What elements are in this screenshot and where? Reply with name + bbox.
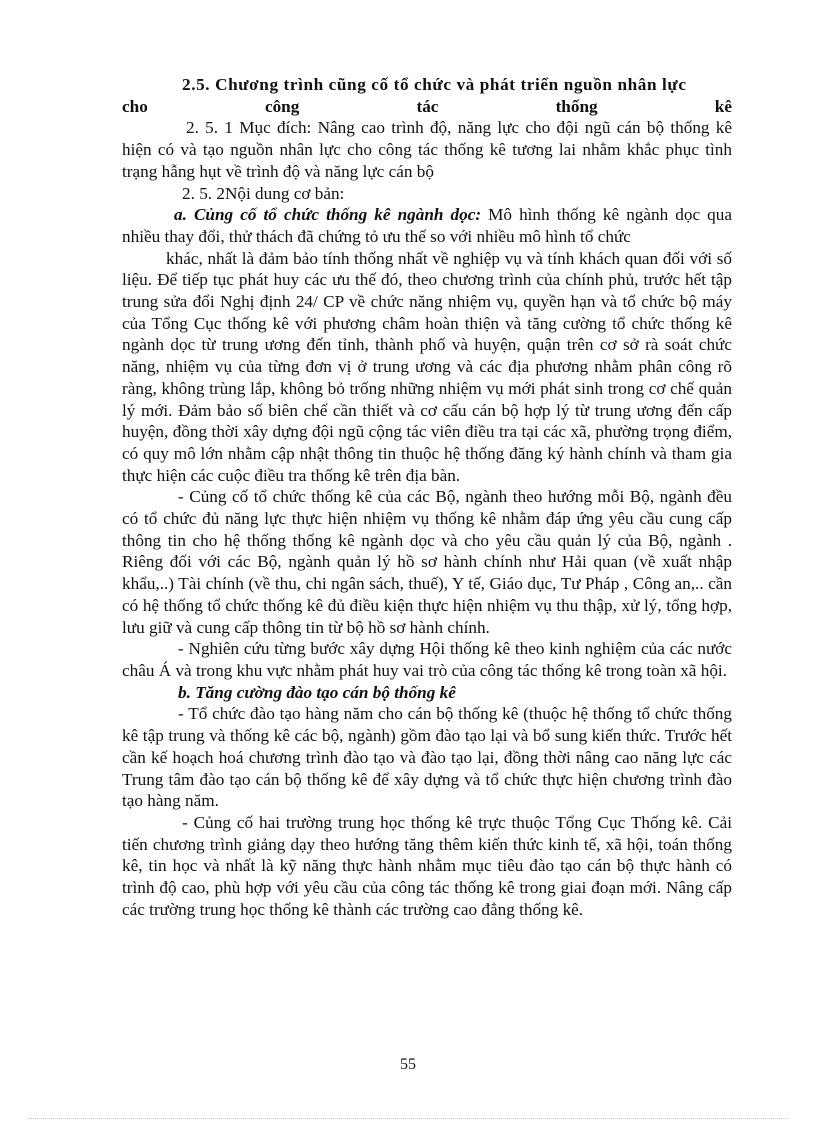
paragraph-annual-training: - Tổ chức đào tạo hàng năm cho cán bộ thống kê (thuộc hệ thống tổ chức thống kê tập trung và thống kê các bộ, ngành) gồm đào tạo lại và bổ sung kiến thức. Trước hết cần kế hoạch hoá chương trình đào tạo và đào tạo lại, đồng thời nâng cao năng lực các Trung tâm đào tạo cán bộ thống kê để xây dựng và tổ chức thực hiện chương trình đào tạo hàng năm.	[122, 704, 732, 811]
paragraph-content-heading: 2. 5. 2Nội dung cơ bản:	[182, 183, 345, 203]
section-heading	[122, 74, 732, 117]
page-divider	[28, 1118, 788, 1119]
page-number: 55	[400, 1056, 416, 1073]
paragraph-section-a	[122, 204, 732, 247]
heading-word: thống	[555, 96, 598, 116]
heading-word: cho	[122, 96, 148, 116]
paragraph-schools: - Củng cố hai trường trung học thống kê trực thuộc Tổng Cục Thống kê. Cải tiến chương trình giảng dạy theo hướng tăng thêm kiến thức kinh tế, xã hội, toán thống kê, tin học và nhất là kỹ năng thực hành nhằm mục tiêu đào tạo cán bộ thực hành có trình độ cao, phù hợp với yêu cầu của công tác thống kê trong giai đoạn mới. Nâng cấp các trường trung học thống kê thành các trường cao đẳng thống kê.	[122, 812, 732, 919]
paragraph-ministries: - Củng cố tổ chức thống kê của các Bộ, ngành theo hướng mỗi Bộ, ngành đều có tổ chức đủ năng lực thực hiện nhiệm vụ thống kê nhằm đáp ứng yêu cầu cung cấp thông tin cho hệ thống thống kê ngành dọc và cho yêu cầu quản lý của Bộ, ngành . Riêng đối với các Bộ, ngành quản lý hồ sơ hành chính như Hải quan (về xuất nhập khẩu,..) Tài chính (về thu, chi ngân sách, thuế), Y tế, Giáo dục, Tư Pháp , Công an,.. cần có hệ thống tổ chức thống kê đủ điều kiện thực hiện nhiệm vụ thu thập, xử lý, tổng hợp, lưu giữ và cung cấp thông tin từ bộ hồ sơ hành chính.	[122, 487, 732, 637]
paragraph-section-a-line1: Mô hình thống kê ngành dọc qua nhiều thay đổi, thử thách đã chứng tỏ ưu thế so với nhiều mô hình tổ chức	[122, 205, 732, 246]
subsection-a-title: a. Củng cố tổ chức thống kê ngành dọc:	[174, 205, 482, 225]
heading-word: kê	[714, 96, 732, 116]
subsection-b-title: b. Tăng cường đào tạo cán bộ thống kê	[178, 682, 456, 702]
document-page	[122, 74, 732, 920]
paragraph-statistics-association: - Nghiên cứu từng bước xây dựng Hội thống kê theo kinh nghiệm của các nước châu Á và trong khu vực nhằm phát huy vai trò của công tác thống kê trong toàn xã hội.	[122, 639, 732, 680]
paragraph-purpose: 2. 5. 1 Mục đích: Nâng cao trình độ, năng lực cho đội ngũ cán bộ thống kê hiện có và tạo nguồn nhân lực cho công tác thống kê tương lai nhằm khắc phục tình trạng hẫng hụt về trình độ và năng lực cán bộ	[122, 118, 732, 181]
paragraph-section-a-body: khác, nhất là đảm bảo tính thống nhất về nghiệp vụ và tính khách quan đối với số liệu. Để tiếp tục phát huy các ưu thế đó, theo chương trình của chính phủ, trước hết tập trung sửa đổi Nghị định 24/ CP về chức năng nhiệm vụ, quyền hạn và tổ chức bộ máy của Tổng Cục thống kê với phương châm hoàn thiện và tăng cường tổ chức thống kê ngành dọc từ trung ương đến tỉnh, thành phố và huyện, quận trên cơ sở rà soát chức năng, nhiệm vụ của từng đơn vị ở trung ương và các địa phương nhằm phân công rõ ràng, không trùng lắp, không bỏ trống những nhiệm vụ mới phát sinh trong cơ chế quản lý mới. Đảm bảo số biên chế cần thiết và cơ cấu cán bộ hợp lý từ trung ương đến cấp huyện, đồng thời xây dựng đội ngũ cộng tác viên điều tra tại các xã, phường trọng điểm, có quy mô lớn nhằm cập nhật thông tin thuộc hệ thống đăng ký hành chính và tham gia thực hiện các cuộc điều tra thống kê trên địa bàn.	[122, 248, 732, 485]
heading-line-2	[122, 96, 732, 118]
heading-word: tác	[416, 96, 439, 116]
heading-word: công	[264, 96, 300, 116]
subsection-b-paragraph	[122, 682, 732, 704]
heading-line-1: 2.5. Chương trình cũng cố tổ chức và phát triển nguồn nhân lực	[182, 75, 687, 94]
